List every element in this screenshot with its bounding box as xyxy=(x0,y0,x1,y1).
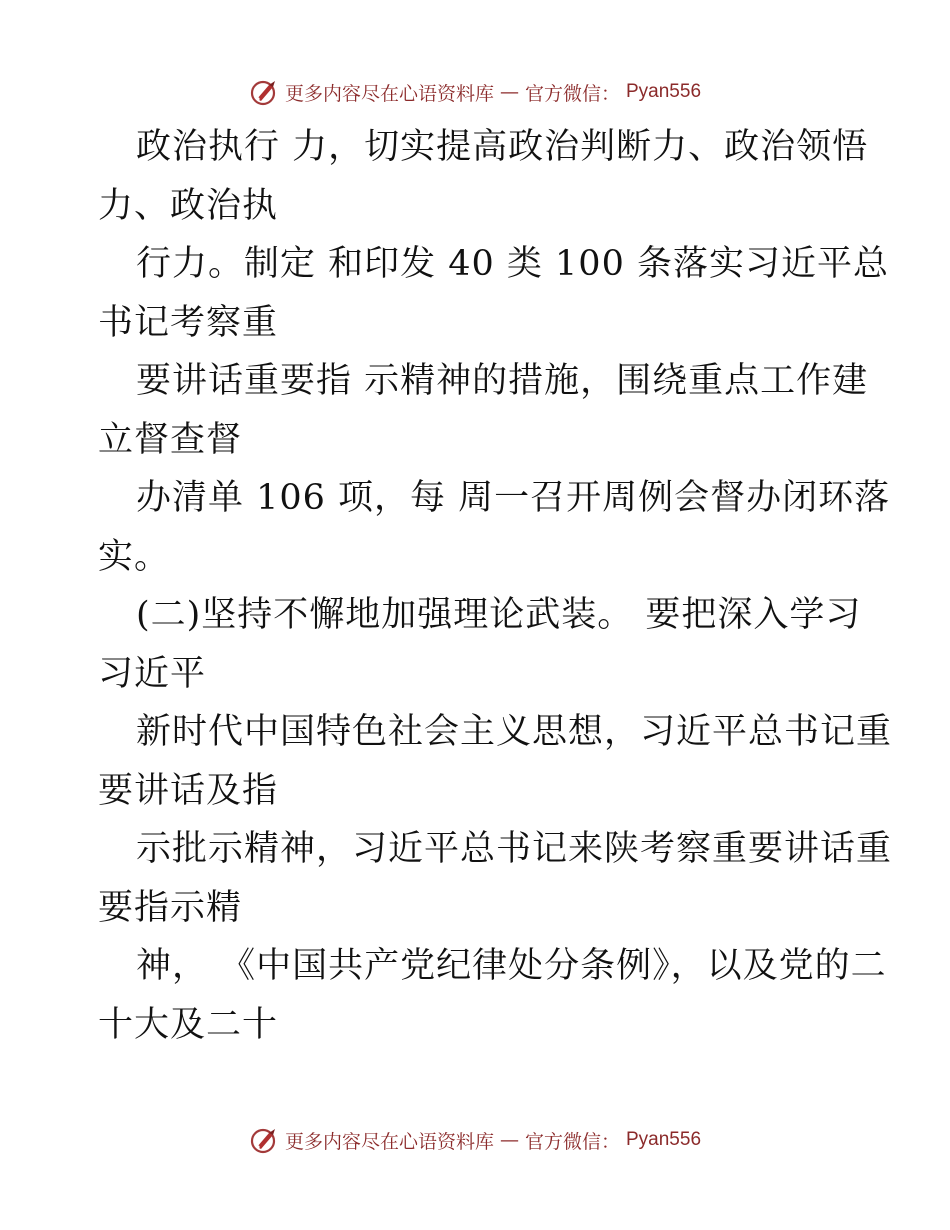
banner-dash: — xyxy=(499,81,519,103)
banner-wechat-label: 官方微信： xyxy=(524,1130,620,1153)
banner-dash: — xyxy=(499,1129,519,1151)
pen-nib-logo-icon xyxy=(249,1125,279,1155)
document-body xyxy=(98,118,893,1054)
footer-banner xyxy=(0,1120,950,1160)
body-line: (二)坚持不懈地加强理论武装。 要把深入学习 xyxy=(136,595,862,635)
banner-wechat-id: Pyan556 xyxy=(626,1129,702,1150)
body-line: 办清单 106 项，每 周一召开周例会督办闭环落 xyxy=(136,478,891,518)
body-line: 习近平 xyxy=(98,653,207,694)
body-line: 神， 《中国共产党纪律处分条例》，以及党的二 xyxy=(136,946,887,986)
body-line: 力、政治执 xyxy=(98,185,279,226)
banner-slogan: 更多内容尽在心语资料库 xyxy=(284,82,494,105)
body-line: 书记考察重 xyxy=(98,302,279,343)
body-line: 行力。制定 和印发 40 类 100 条落实习近平总 xyxy=(136,244,889,284)
body-line: 政治执行 力，切实提高政治判断力、政治领悟 xyxy=(136,127,869,167)
body-line: 要指示精 xyxy=(98,887,243,928)
body-line: 示批示精神，习近平总书记来陕考察重要讲话重 xyxy=(136,829,893,869)
body-line: 新时代中国特色社会主义思想，习近平总书记重 xyxy=(136,712,893,752)
header-banner xyxy=(0,72,950,112)
body-line: 要讲话及指 xyxy=(98,770,279,811)
banner-slogan: 更多内容尽在心语资料库 xyxy=(284,1130,494,1153)
body-line: 十大及二十 xyxy=(98,1004,279,1045)
pen-nib-logo-icon xyxy=(249,77,279,107)
banner-wechat-label: 官方微信： xyxy=(524,82,620,105)
body-line: 立督查督 xyxy=(98,419,243,460)
body-line: 实。 xyxy=(98,536,171,577)
body-line: 要讲话重要指 示精神的措施，围绕重点工作建 xyxy=(136,361,869,401)
banner-wechat-id: Pyan556 xyxy=(626,81,702,102)
